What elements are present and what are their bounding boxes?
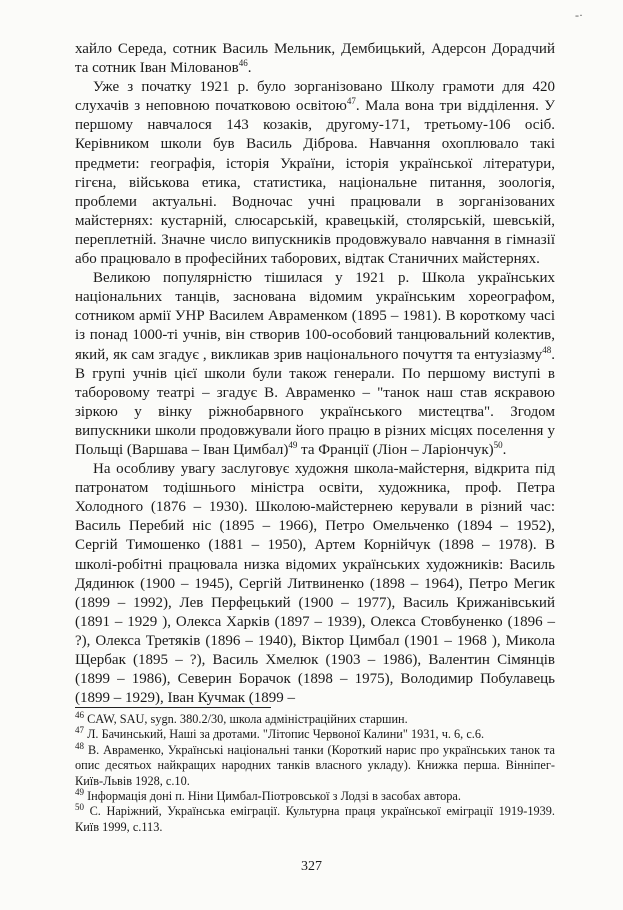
paragraph-text: . В групі учнів цієї школи були також генерали. По першому виступі в таборовому театрі – згадує В. Авраменко – "танок наш став яскравою зіркою у вінку ріжнобарвного українського мистецтва". Згодом випускники школи продовжували його працю в різних місцях поселення у Польщі (Варшава – Іван Цимбал) xyxy=(75,346,555,458)
footnote-ref[interactable]: 47 xyxy=(346,96,356,107)
footnotes xyxy=(75,709,556,835)
paragraph-text: . xyxy=(247,60,252,77)
paragraph xyxy=(75,78,555,269)
footnote-separator xyxy=(75,707,271,708)
footnote-text: В. Авраменко, Українські національні танки (Короткий нарис про українських танок та опис десятьох найкращих народних танків власного укладу). Книжка перша. Вінніпег-Київ-Львів 1928, с.10. xyxy=(75,742,555,788)
footnote-text: С. Наріжний, Українська еміграції. Культурна праця української еміграції 1919-1939. Київ 1999, с.113. xyxy=(75,804,556,834)
footnote-text: Інформація доні п. Ніни Цимбал-Піотровської з Лодзі в засобах автора. xyxy=(87,789,461,804)
footnote-ref[interactable]: 46 xyxy=(238,58,248,69)
footnote-number: 48 xyxy=(75,740,84,751)
paragraph xyxy=(75,40,555,78)
paragraph-text: . xyxy=(502,441,507,458)
footnote-text: CAW, SAU, sygn. 380.2/30, школа адміністраційних старшин. xyxy=(87,712,408,726)
footnote xyxy=(75,786,555,804)
footnote xyxy=(75,709,555,727)
footnote-number: 49 xyxy=(75,786,84,797)
footnote-ref[interactable]: 49 xyxy=(288,439,298,450)
paragraph xyxy=(75,460,555,708)
paragraph-text: . Мала вона три відділення. У першому навчалося 143 козаків, другому-171, третьому-106 осіб. Керівником школи був Василь Діброва. Навчання охоплювало такі предмети: географія, історія України, історія української літератури, гігєна, військова етика, статистика, національне питання, зоологія, проблеми актуальні. Водночас учні працювали в зорганізованих майстернях: кустарній, слюсарській, кравецькій, столярській, шевській, переплетній. Значне число випускників продовжувало навчання в гімназії або працювало в професійних таборових, відтак Станичних майстернях. xyxy=(75,98,555,268)
paragraph-text: хайло Середа, сотник Василь Мельник, Дембицький, Адерсон Дорадчий та сотник Іван Мілованов xyxy=(75,41,555,77)
footnote xyxy=(75,740,555,789)
footnote-text: Л. Бачинський, Наші за дротами. "Літопис Червоної Калини" 1931, ч. 6, с.6. xyxy=(87,727,485,742)
paragraph-text: На особливу увагу заслуговує художня школа-майстерня, відкрита під патронатом тодішнього міністра освіти, художника, проф. Петра Холодного (1876 – 1930). Школою-майстернею керували в різний час: Василь Перебий ніс (1895 – 1966), Петро Омельченко (1894 – 1952), Сергій Тимошенко (1881 – 1950), Артем Корнійчук (1898 – 1978). В школі-робітні працювала низка відомих українських художників: Василь Дядинюк (1900 – 1945), Сергій Литвиненко (1898 – 1964), Петро Мегик (1899 – 1992), Лев Перфецький (1900 – 1977), Василь Крижанівський (1891 – 1929 ), Олекса Харків (1897 – 1939), Олекса Стовбуненко (1896 – ?), Олекса Третяків (1896 – 1940), Віктор Цимбал (1901 – 1968 ), Микола Щербак (1895 – ?), Василь Хмелюк (1903 – 1986), Валентин Сімянців (1899 – 1986), Северин Борачок (1898 – 1975), Володимир Побулавець (1899 – 1929), Іван Кучмак (1899 – xyxy=(75,461,555,707)
page-number: 327 xyxy=(301,859,322,874)
main-text xyxy=(75,40,555,708)
footnote-number: 50 xyxy=(75,802,84,813)
footnote-number: 47 xyxy=(75,725,84,736)
corner-mark: -· xyxy=(575,8,583,22)
paragraph-text: Великою популярністю тішилася у 1921 р. Школа українських національних танців, заснована відомим українським хореографом, сотником армії УНР Василем Авраменком (1895 – 1981). В короткому часі із понад 1000-ті учнів, він створив 100-особовий танцювальний колектив, який, як сам згадує , викликав зрив національного почуття та ентузіазму xyxy=(75,270,555,363)
paragraph-text: та Франції (Ліон – Ларіончук) xyxy=(297,441,494,458)
footnote-ref[interactable]: 50 xyxy=(493,439,503,450)
paragraph-text: Уже з початку 1921 р. було зорганізовано Школу грамоти для 420 слухачів з неповною початковою освітою xyxy=(75,79,555,115)
footnote-number: 46 xyxy=(75,709,84,720)
footnote-ref[interactable]: 48 xyxy=(542,344,552,355)
footnote xyxy=(75,727,555,742)
footnote xyxy=(75,804,555,835)
paragraph xyxy=(75,269,555,460)
